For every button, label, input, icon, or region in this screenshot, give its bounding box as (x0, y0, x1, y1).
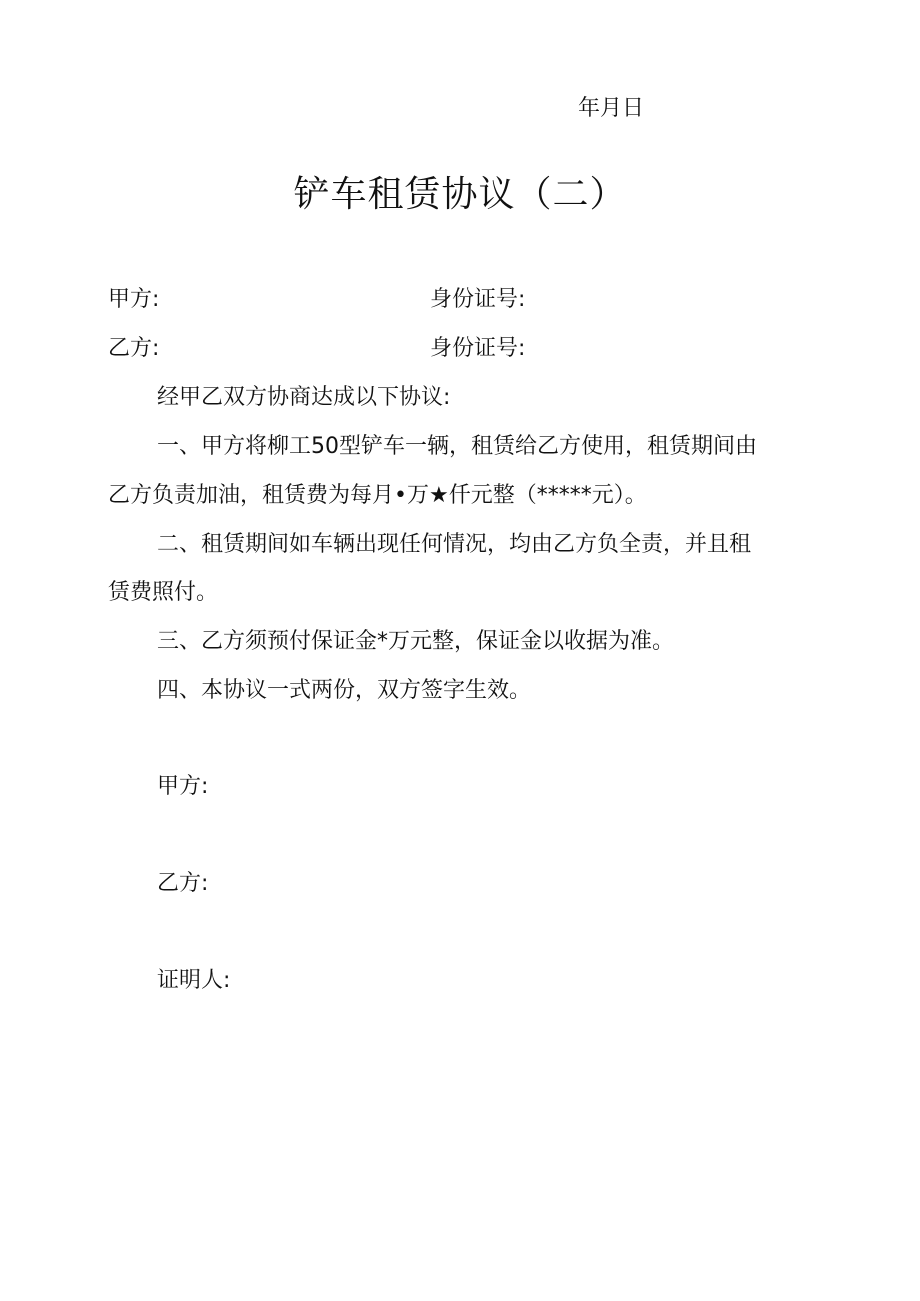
clause-3: 三、乙方须预付保证金*万元整，保证金以收据为准。 (157, 629, 675, 654)
clause-2-line-1: 二、租赁期间如车辆出现任何情况，均由乙方负全责，并且租 (157, 532, 752, 557)
party-b-label: 乙方: (108, 336, 160, 361)
party-a-id-label: 身份证号: (430, 287, 526, 312)
document-title: 铲车租赁协议（二） (293, 174, 627, 215)
party-b-id-label: 身份证号: (430, 336, 526, 361)
signature-party-b: 乙方: (157, 871, 209, 896)
clause-1-line-1: 一、甲方将柳工50型铲车一辆，租赁给乙方使用，租赁期间由 (157, 434, 757, 459)
intro-paragraph: 经甲乙双方协商达成以下协议: (157, 385, 451, 410)
signature-witness: 证明人: (157, 968, 231, 993)
clause-2-line-2: 赁费照付。 (108, 580, 219, 605)
clause-1-line-2: 乙方负责加油，租赁费为每月•万★仟元整（*****元）。 (108, 483, 647, 508)
clause-4: 四、本协议一式两份，双方签字生效。 (157, 678, 532, 703)
date-line: 年月日 (578, 96, 645, 121)
signature-party-a: 甲方: (157, 774, 209, 799)
party-a-label: 甲方: (108, 287, 160, 312)
